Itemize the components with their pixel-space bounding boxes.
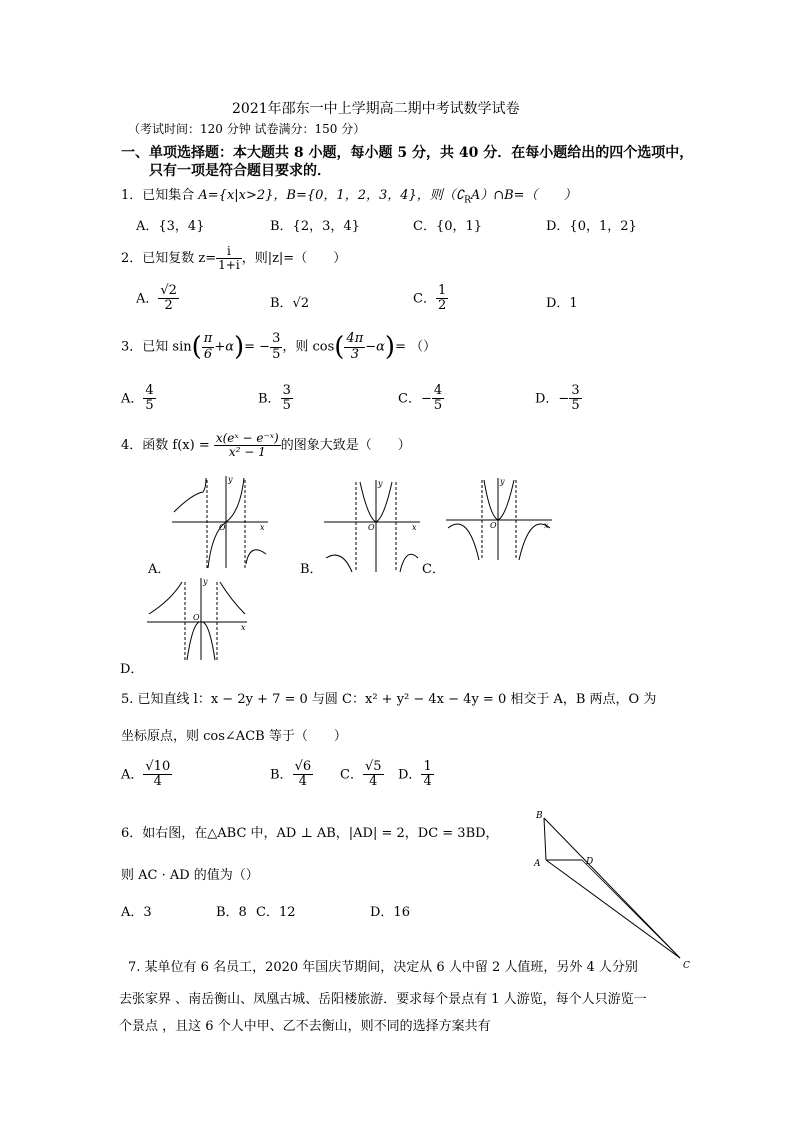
q6-label-b: B (536, 811, 543, 821)
q4-stem (121, 432, 411, 459)
q3-f3-num: 4π (346, 331, 364, 347)
q2-option-a (136, 284, 179, 314)
q7-stem-line3: 个景点 ，且这 6 个人中甲、乙不去衡山，则不同的选择方案共有 (119, 1019, 491, 1034)
section-heading-line2: 只有一项是符合题目要求的． (149, 163, 331, 179)
q2-frac-num: i (216, 245, 242, 259)
q3-b-num: 3 (282, 383, 291, 398)
q5-stem-line1: 5. 已知直线 l：x − 2y + 7 = 0 与圆 C：x² + y² − 4x − 4y = 0 相交于 A，B 两点，O 为 (121, 692, 657, 707)
q1-stem-sets: A={x|x>2}，B={0，1，2，3，4}，则（∁ (198, 188, 465, 203)
q3-d-label: D．− (535, 391, 570, 407)
q5-b-num: √6 (294, 759, 312, 774)
q5-option-b (270, 760, 313, 790)
q5-d-label: D． (398, 767, 422, 783)
q4-suffix: 的图象大致是（ ） (280, 438, 411, 454)
q3-f1-num: π (203, 331, 213, 347)
q4-prefix: 4．函数 f(x) = (121, 438, 214, 454)
q7-stem-line2: 去张家界 、南岳衡山、凤凰古城、岳阳楼旅游．要求每个景点有 1 人游览，每个人只游览一 (119, 992, 647, 1007)
q4-den: x² − 1 (228, 445, 266, 460)
q5-a-frac (143, 760, 172, 790)
q3-c-den: 5 (433, 398, 443, 414)
q3-f3-den: 3 (350, 346, 359, 362)
q6-option-c: C．12 (256, 905, 296, 920)
q3-c-num: 4 (433, 383, 443, 398)
q3-paren-close: ) (233, 332, 245, 362)
q3-option-b (258, 384, 293, 414)
q3-plus-alpha: +α (214, 339, 234, 355)
q5-d-num: 1 (423, 759, 432, 774)
q4a-y-label: y (228, 475, 233, 484)
q4d-x-label: x (241, 623, 246, 632)
q5-c-frac (363, 760, 384, 790)
page-title: 2021年邵东一中上学期高二期中考试数学试卷 (232, 101, 520, 117)
q4-graph-b (322, 478, 422, 574)
q6-label-c: C (683, 961, 690, 971)
q3-option-d (535, 384, 582, 414)
q7-stem-line1: 7. 某单位有 6 名员工，2020 年国庆节期间，决定从 6 人中留 2 人值班，另外 4 人分别 (128, 960, 638, 975)
q4a-origin: O (219, 523, 226, 532)
q2-a-label: A． (136, 291, 159, 307)
q3-f2-num: 3 (272, 331, 281, 347)
q4a-x-label: x (260, 523, 265, 532)
q4b-y-label: y (378, 479, 383, 488)
q3-paren2-open: ( (334, 332, 345, 362)
exam-info: （考试时间：120 分钟 试卷满分：150 分） (128, 122, 366, 136)
q5-c-den: 4 (369, 774, 378, 790)
q3-a-frac (143, 384, 155, 414)
q3-a-den: 5 (145, 398, 154, 414)
section-heading-line1: 一、单项选择题：本大题共 8 小题，每小题 5 分，共 40 分．在每小题给出的四个选项中， (121, 145, 694, 161)
q5-a-den: 4 (153, 774, 162, 790)
q3-paren2-close: ) (384, 332, 396, 362)
q3-frac3 (344, 332, 365, 362)
q2-c-label: C． (413, 291, 436, 307)
q4-option-d: D． (120, 662, 144, 677)
q2-c-frac (436, 284, 448, 314)
q2-stem-prefix: 2．已知复数 z= (121, 251, 217, 267)
q5-a-label: A． (121, 767, 144, 783)
q3-suffix: = （） (395, 339, 437, 355)
q1-stem-suffix: A）∩B=（ ） (470, 188, 577, 203)
q3-prefix: 3．已知 sin (121, 339, 192, 355)
q3-b-frac (281, 384, 293, 414)
q5-option-c (340, 760, 384, 790)
q6-triangle-figure (528, 808, 700, 972)
q5-d-den: 4 (423, 774, 432, 790)
q3-d-num: 3 (571, 383, 580, 398)
q5-stem-line2: 坐标原点，则 cos∠ACB 等于（ ） (121, 729, 347, 744)
q6-stem-line1: 6．如右图，在△ABC 中，AD ⊥ AB，|AD| = 2，DC = 3BD， (121, 826, 499, 841)
q2-c-den: 2 (437, 298, 447, 314)
q3-f1-den: 6 (203, 346, 213, 362)
q3-eq: = − (244, 339, 271, 355)
q4-option-a: A． (148, 562, 171, 577)
q3-stem (121, 332, 436, 362)
q4d-y-label: y (203, 577, 208, 586)
q4c-origin: O (490, 521, 497, 530)
q5-option-d (398, 760, 434, 790)
q5-b-den: 4 (298, 774, 307, 790)
q6-label-d: D (586, 857, 594, 867)
q4c-y-label: y (500, 477, 505, 486)
q3-f2-den: 5 (272, 346, 281, 362)
q6-option-a: A．3 (121, 905, 152, 920)
q1-option-c: C．{0，1} (413, 219, 483, 234)
q3-c-frac (432, 384, 444, 414)
q3-option-c (398, 384, 444, 414)
q6-option-d: D．16 (370, 905, 410, 920)
q2-option-d: D．1 (546, 296, 578, 311)
q1-option-d: D．{0，1，2} (546, 219, 637, 234)
q3-b-label: B． (258, 391, 281, 407)
q5-a-num: √10 (145, 759, 171, 774)
q4-num: x(eˣ − e⁻ˣ) (215, 431, 279, 445)
q6-option-b: B．8 (216, 905, 247, 920)
q3-a-num: 4 (145, 383, 154, 398)
q3-d-den: 5 (571, 398, 580, 414)
q3-mid: ，则 cos (282, 339, 335, 355)
q2-option-b: B．√2 (270, 296, 310, 311)
q3-d-frac (569, 384, 581, 414)
q2-a-num: √2 (160, 283, 177, 298)
q3-a-label: A． (121, 391, 144, 407)
q5-c-num: √5 (364, 759, 382, 774)
q2-c-num: 1 (437, 283, 447, 298)
q5-b-frac (293, 760, 314, 790)
q2-stem-suffix: ，则|z|=（ ） (241, 251, 347, 267)
q4c-x-label: x (544, 521, 549, 530)
q3-c-label: C．− (398, 391, 432, 407)
q4b-x-label: x (412, 523, 417, 532)
q4b-origin: O (368, 523, 375, 532)
q2-frac-den: 1+i (218, 258, 240, 273)
q6-label-a: A (534, 859, 541, 869)
q4-graph-a (170, 472, 272, 572)
q2-a-den: 2 (164, 298, 173, 314)
q1-option-a: A．{3，4} (136, 219, 205, 234)
q1-stem-prefix: 1．已知集合 (121, 188, 199, 203)
q4-graph-c (444, 476, 554, 562)
q2-stem (121, 245, 346, 272)
q6-stem-line2: 则 AC · AD 的值为（） (121, 868, 259, 883)
q3-minus-alpha: −α (365, 339, 385, 355)
q4-fraction (214, 432, 281, 459)
q3-paren-open: ( (191, 332, 202, 362)
q3-frac1 (202, 332, 215, 362)
q1-stem (121, 184, 577, 206)
q4-graph-d (145, 576, 251, 662)
q5-b-label: B． (270, 767, 293, 783)
q2-fraction (216, 245, 242, 272)
q1-option-b: B．{2，3，4} (270, 219, 360, 234)
q3-b-den: 5 (282, 398, 291, 414)
q5-c-label: C． (340, 767, 363, 783)
q4d-origin: O (193, 613, 200, 622)
q4-option-b: B． (300, 562, 323, 577)
q2-option-c (413, 284, 448, 314)
q1-subscript: R (464, 195, 471, 206)
q5-option-a (121, 760, 172, 790)
q3-frac2 (270, 332, 282, 362)
q2-a-frac (158, 284, 179, 314)
q5-d-frac (421, 760, 433, 790)
q4-option-c: C． (422, 562, 445, 577)
q3-option-a (121, 384, 156, 414)
